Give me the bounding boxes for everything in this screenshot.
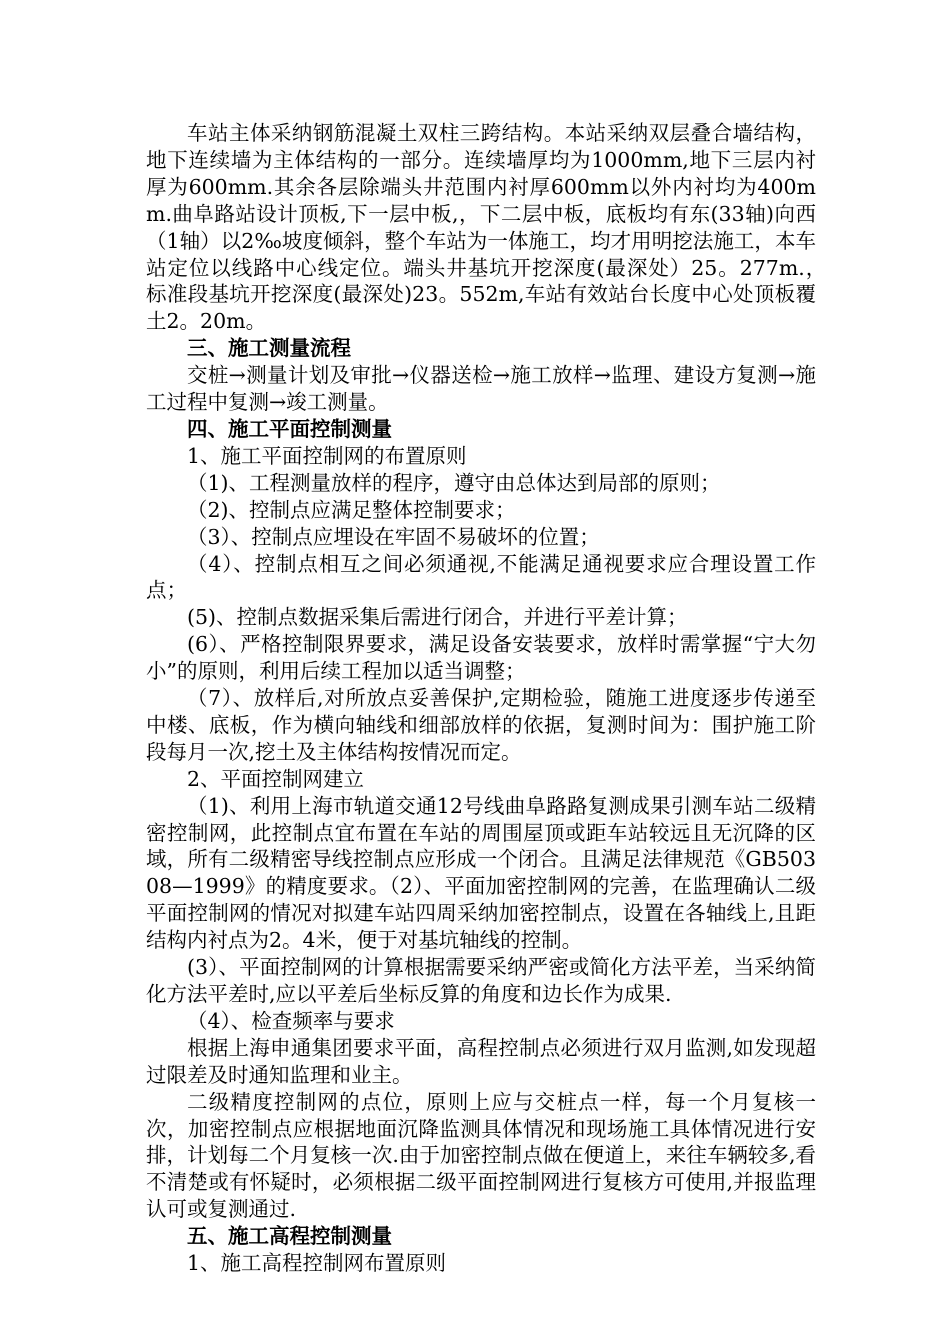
section-heading: 四、施工平面控制测量 [187, 416, 392, 441]
body-paragraph: （3）、控制点应埋设在牢固不易破坏的位置； [187, 524, 600, 549]
section-heading: 三、施工测量流程 [187, 336, 351, 361]
body-paragraph: (6）、严格控制限界要求，满足设备安装要求，放样时需掌握“宁大勿小”的原则，利用后续工程加以适当调整； [146, 632, 816, 684]
body-paragraph: （4）、检查频率与要求 [187, 1008, 395, 1033]
body-paragraph: 根据上海申通集团要求平面，高程控制点必须进行双月监测,如发现超过限差及时通知监理和业主。 [146, 1035, 816, 1087]
document-body [146, 120, 837, 1277]
body-paragraph: 车站主体采纳钢筋混凝土双柱三跨结构。本站采纳双层叠合墙结构，地下连续墙为主体结构的一部分。连续墙厚均为1000mm,地下三层内衬厚为600mm.其余各层除端头井范围内衬厚600mm以外内衬均为400mm.曲阜路站设计顶板,下一层中板,，下二层中板，底板均有东(33轴)向西（1轴）以2‰坡度倾斜，整个车站为一体施工，均才用明挖法施工，本车站定位以线路中心线定位。端头井基坑开挖深度(最深处）25。277m.， 标准段基坑开挖深度(最深处)23。552m,车站有效站台长度中心处顶板覆土2。20m。 [146, 121, 837, 334]
body-paragraph: 二级精度控制网的点位，原则上应与交桩点一样，每一个月复核一次，加密控制点应根据地面沉降监测具体情况和现场施工具体情况进行安排，计划每二个月复核一次.由于加密控制点做在便道上，来往车辆较多,看不清楚或有怀疑时，必须根据二级平面控制网进行复核方可使用,并报监理认可或复测通过. [146, 1089, 816, 1222]
body-paragraph: 交桩→测量计划及审批→仪器送检→施工放样→监理、建设方复测→施工过程中复测→竣工测量。 [146, 363, 816, 415]
body-paragraph: (5)、控制点数据采集后需进行闭合，并进行平差计算； [187, 605, 688, 630]
body-paragraph: （1)、工程测量放样的程序，遵守由总体达到局部的原则； [187, 470, 721, 495]
body-paragraph: (3）、平面控制网的计算根据需要采纳严密或简化方法平差，当采纳简化方法平差时,应以平差后坐标反算的角度和边长作为成果. [146, 955, 816, 1006]
body-paragraph: 2、平面控制网建立 [187, 766, 365, 791]
body-paragraph: （4）、控制点相互之间必须通视,不能满足通视要求应合理设置工作点； [146, 551, 816, 603]
body-paragraph: 1、施工平面控制网的布置原则 [187, 443, 467, 468]
body-paragraph: 1、施工高程控制网布置原则 [187, 1251, 447, 1276]
body-paragraph: （1)、利用上海市轨道交通12号线曲阜路路复测成果引测车站二级精密控制网，此控制点宜布置在车站的周围屋顶或距车站较远且无沉降的区域，所有二级精密导线控制点应形成一个闭合。且满足法律规范《GB50308—1999》的精度要求。（2）、平面加密控制网的完善，在监理确认二级平面控制网的情况对拟建车站四周采纳加密控制点，设置在各轴线上,且距结构内衬点为2。4米，便于对基坑轴线的控制。 [146, 793, 816, 953]
body-paragraph: （7）、放样后,对所放点妥善保护,定期检验，随施工进度逐步传递至中楼、底板，作为横向轴线和细部放样的依据，复测时间为：围护施工阶段每月一次,挖土及主体结构按情况而定。 [146, 686, 816, 764]
body-paragraph: （2)、控制点应满足整体控制要求； [187, 497, 516, 522]
section-heading: 五、施工高程控制测量 [187, 1224, 392, 1249]
